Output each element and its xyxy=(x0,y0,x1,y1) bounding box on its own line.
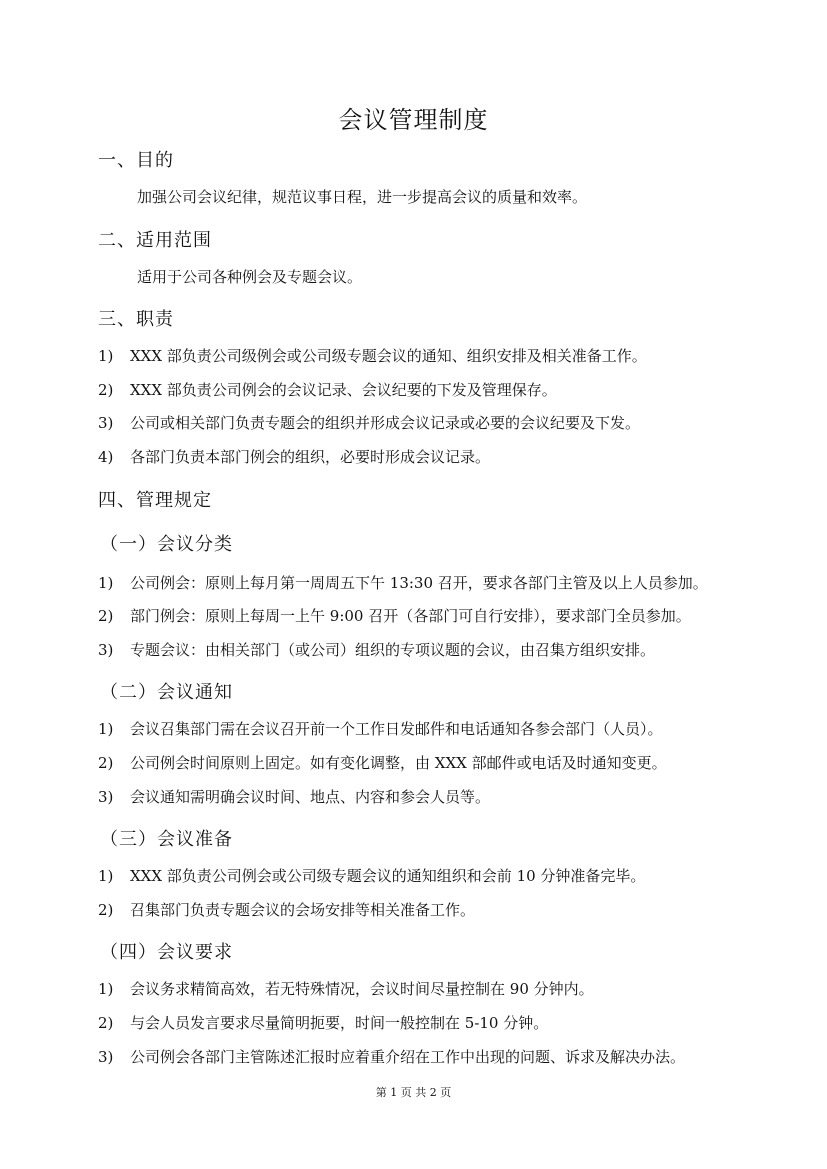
subsection-heading-notice: （二）会议通知 xyxy=(100,682,233,703)
list-item: 1) 会议召集部门需在会议召开前一个工作日发邮件和电话通知各参会部门（人员）。 xyxy=(98,720,663,738)
section-heading-rules: 四、管理规定 xyxy=(98,490,212,511)
list-item: 1) XXX 部负责公司例会或公司级专题会议的通知组织和会前 10 分钟准备完毕。 xyxy=(98,867,646,885)
list-item: 1) XXX 部负责公司级例会或公司级专题会议的通知、组织安排及相关准备工作。 xyxy=(98,347,647,365)
subsection-heading-classification: （一）会议分类 xyxy=(100,534,233,555)
list-item: 2) 公司例会时间原则上固定。如有变化调整，由 XXX 部邮件或电话及时通知变更。 xyxy=(98,754,667,772)
list-item: 1) 会议务求精简高效，若无特殊情况，会议时间尽量控制在 90 分钟内。 xyxy=(98,980,594,998)
subsection-heading-preparation: （三）会议准备 xyxy=(100,829,233,850)
list-item: 3) 会议通知需明确会议时间、地点、内容和参会人员等。 xyxy=(98,788,491,806)
list-item: 3) 公司或相关部门负责专题会的组织并形成会议记录或必要的会议纪要及下发。 xyxy=(98,414,641,432)
list-item: 3) 专题会议：由相关部门（或公司）组织的专项议题的会议，由召集方组织安排。 xyxy=(98,641,656,659)
list-item: 2) XXX 部负责公司例会的会议记录、会议纪要的下发及管理保存。 xyxy=(98,381,557,399)
list-item: 3) 公司例会各部门主管陈述汇报时应着重介绍在工作中出现的问题、诉求及解决办法。 xyxy=(98,1048,686,1066)
list-item: 2) 部门例会：原则上每周一上午 9:00 召开（各部门可自行安排），要求部门全员参加。 xyxy=(98,607,691,625)
section-heading-scope: 二、适用范围 xyxy=(98,230,212,251)
section-heading-purpose: 一、目的 xyxy=(98,150,174,171)
purpose-text: 加强公司会议纪律，规范议事日程，进一步提高会议的质量和效率。 xyxy=(137,188,588,206)
page-footer: 第 1 页 共 2 页 xyxy=(375,1086,452,1099)
list-item: 2) 与会人员发言要求尽量简明扼要，时间一般控制在 5-10 分钟。 xyxy=(98,1014,549,1032)
subsection-heading-requirements: （四）会议要求 xyxy=(100,942,233,963)
section-heading-duties: 三、职责 xyxy=(98,309,174,330)
list-item: 1) 公司例会：原则上每月第一周周五下午 13:30 召开，要求各部门主管及以上人员参加。 xyxy=(98,574,708,592)
document-title: 会议管理制度 xyxy=(338,106,489,134)
list-item: 2) 召集部门负责专题会议的会场安排等相关准备工作。 xyxy=(98,901,476,919)
list-item: 4) 各部门负责本部门例会的组织，必要时形成会议记录。 xyxy=(98,448,491,466)
scope-text: 适用于公司各种例会及专题会议。 xyxy=(137,268,363,286)
